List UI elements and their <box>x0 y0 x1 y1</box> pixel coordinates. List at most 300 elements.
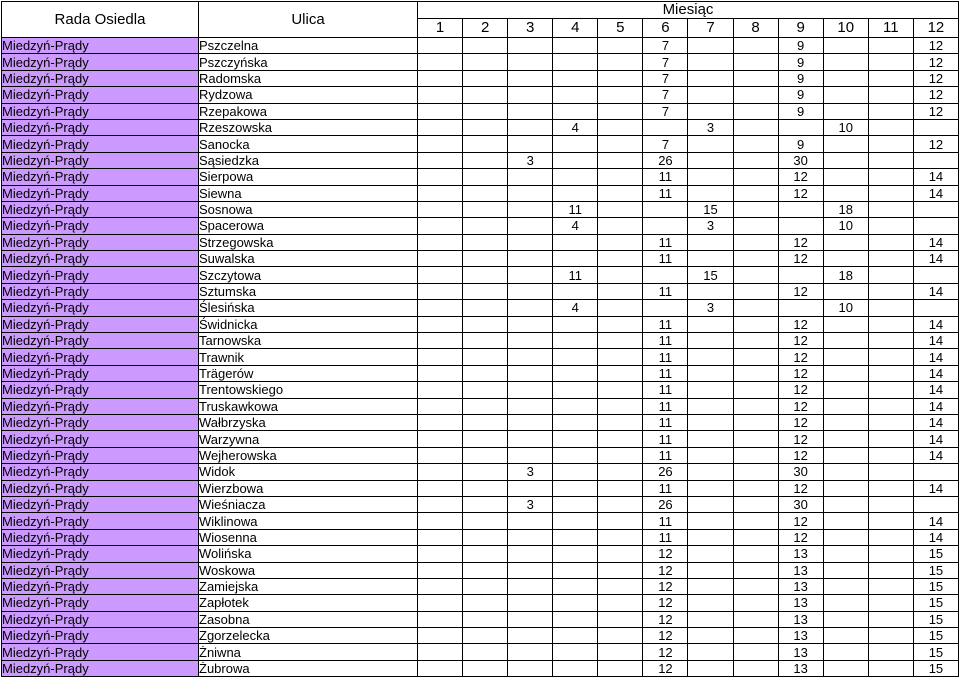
month-cell-6: 11 <box>643 251 688 267</box>
month-cell-2 <box>463 70 508 86</box>
month-cell-12: 12 <box>913 38 958 54</box>
month-cell-3 <box>508 414 553 430</box>
month-cell-2 <box>463 349 508 365</box>
month-cell-4 <box>553 431 598 447</box>
rada-cell: Miedzyń-Prądy <box>2 382 199 398</box>
month-cell-4 <box>553 595 598 611</box>
month-cell-1 <box>418 578 463 594</box>
month-cell-3 <box>508 251 553 267</box>
ulica-cell: Siewna <box>199 185 418 201</box>
month-cell-8 <box>733 201 778 217</box>
month-cell-4 <box>553 333 598 349</box>
month-cell-7 <box>688 185 733 201</box>
month-cell-2 <box>463 169 508 185</box>
month-cell-2 <box>463 578 508 594</box>
month-cell-7 <box>688 169 733 185</box>
month-cell-9: 13 <box>778 595 823 611</box>
month-cell-1 <box>418 480 463 496</box>
table-row <box>2 562 959 578</box>
month-cell-3 <box>508 529 553 545</box>
ulica-cell: Truskawkowa <box>199 398 418 414</box>
month-cell-7 <box>688 644 733 660</box>
month-cell-12 <box>913 119 958 135</box>
ulica-cell: Wałbrzyska <box>199 414 418 430</box>
month-header-7: 7 <box>688 19 733 38</box>
month-cell-11 <box>868 103 913 119</box>
month-header-1: 1 <box>418 19 463 38</box>
month-cell-2 <box>463 447 508 463</box>
month-cell-4 <box>553 169 598 185</box>
month-cell-12: 14 <box>913 234 958 250</box>
month-cell-8 <box>733 267 778 283</box>
month-cell-10: 10 <box>823 119 868 135</box>
month-cell-12: 14 <box>913 447 958 463</box>
month-cell-10 <box>823 496 868 512</box>
month-cell-2 <box>463 496 508 512</box>
month-cell-11 <box>868 496 913 512</box>
month-cell-10 <box>823 87 868 103</box>
month-cell-3 <box>508 87 553 103</box>
month-cell-10 <box>823 447 868 463</box>
table-row <box>2 119 959 135</box>
rada-cell: Miedzyń-Prądy <box>2 316 199 332</box>
month-cell-1 <box>418 628 463 644</box>
month-cell-8 <box>733 480 778 496</box>
rada-cell: Miedzyń-Prądy <box>2 152 199 168</box>
month-cell-2 <box>463 38 508 54</box>
month-cell-8 <box>733 349 778 365</box>
month-cell-1 <box>418 38 463 54</box>
month-cell-5 <box>598 464 643 480</box>
month-cell-2 <box>463 316 508 332</box>
month-cell-7 <box>688 414 733 430</box>
rada-cell: Miedzyń-Prądy <box>2 70 199 86</box>
rada-cell: Miedzyń-Prądy <box>2 480 199 496</box>
ulica-cell: Zgorzelecka <box>199 628 418 644</box>
month-cell-8 <box>733 595 778 611</box>
month-cell-2 <box>463 267 508 283</box>
ulica-cell: Tarnowska <box>199 333 418 349</box>
table-row <box>2 447 959 463</box>
month-cell-3 <box>508 644 553 660</box>
month-cell-5 <box>598 316 643 332</box>
month-cell-5 <box>598 119 643 135</box>
month-cell-10 <box>823 628 868 644</box>
month-cell-5 <box>598 480 643 496</box>
month-cell-9: 12 <box>778 169 823 185</box>
ulica-cell: Świdnicka <box>199 316 418 332</box>
month-cell-12: 14 <box>913 529 958 545</box>
month-cell-3 <box>508 201 553 217</box>
month-cell-6: 12 <box>643 595 688 611</box>
month-cell-6: 11 <box>643 316 688 332</box>
month-cell-10 <box>823 513 868 529</box>
month-cell-12: 12 <box>913 87 958 103</box>
month-cell-6: 26 <box>643 496 688 512</box>
month-cell-1 <box>418 103 463 119</box>
month-cell-12: 12 <box>913 54 958 70</box>
ulica-cell: Rzeszowska <box>199 119 418 135</box>
month-cell-11 <box>868 546 913 562</box>
month-cell-12: 14 <box>913 431 958 447</box>
month-cell-6: 7 <box>643 38 688 54</box>
month-cell-12: 14 <box>913 251 958 267</box>
table-row <box>2 496 959 512</box>
month-cell-11 <box>868 152 913 168</box>
ulica-cell: Sierpowa <box>199 169 418 185</box>
month-cell-5 <box>598 611 643 627</box>
month-cell-5 <box>598 628 643 644</box>
rada-cell: Miedzyń-Prądy <box>2 447 199 463</box>
month-cell-8 <box>733 562 778 578</box>
month-cell-4 <box>553 480 598 496</box>
month-cell-9: 30 <box>778 464 823 480</box>
month-cell-4: 4 <box>553 119 598 135</box>
table-row <box>2 365 959 381</box>
month-cell-2 <box>463 365 508 381</box>
month-cell-8 <box>733 333 778 349</box>
month-cell-12: 14 <box>913 398 958 414</box>
month-cell-6: 11 <box>643 414 688 430</box>
month-cell-5 <box>598 513 643 529</box>
month-cell-6: 11 <box>643 382 688 398</box>
ulica-cell: Trawnik <box>199 349 418 365</box>
month-cell-12: 15 <box>913 611 958 627</box>
month-cell-7 <box>688 529 733 545</box>
month-cell-5 <box>598 87 643 103</box>
month-cell-2 <box>463 628 508 644</box>
table-row <box>2 169 959 185</box>
month-cell-6: 7 <box>643 54 688 70</box>
month-cell-1 <box>418 431 463 447</box>
month-cell-1 <box>418 316 463 332</box>
month-cell-6: 7 <box>643 87 688 103</box>
month-cell-8 <box>733 119 778 135</box>
month-cell-7 <box>688 595 733 611</box>
month-cell-10 <box>823 398 868 414</box>
month-cell-5 <box>598 496 643 512</box>
month-cell-5 <box>598 398 643 414</box>
month-cell-10 <box>823 644 868 660</box>
month-cell-3 <box>508 169 553 185</box>
month-cell-1 <box>418 644 463 660</box>
month-cell-12 <box>913 152 958 168</box>
ulica-cell: Radomska <box>199 70 418 86</box>
month-cell-3 <box>508 431 553 447</box>
month-cell-1 <box>418 447 463 463</box>
month-cell-6 <box>643 267 688 283</box>
ulica-cell: Wieśniacza <box>199 496 418 512</box>
month-cell-9: 13 <box>778 611 823 627</box>
month-cell-7 <box>688 349 733 365</box>
rada-cell: Miedzyń-Prądy <box>2 660 199 676</box>
month-cell-1 <box>418 267 463 283</box>
month-cell-10: 18 <box>823 267 868 283</box>
month-cell-1 <box>418 660 463 676</box>
rada-cell: Miedzyń-Prądy <box>2 267 199 283</box>
month-cell-9: 12 <box>778 447 823 463</box>
month-cell-6: 26 <box>643 464 688 480</box>
month-cell-9: 13 <box>778 660 823 676</box>
month-cell-8 <box>733 283 778 299</box>
month-cell-12: 15 <box>913 595 958 611</box>
month-cell-4 <box>553 513 598 529</box>
month-cell-2 <box>463 333 508 349</box>
month-cell-6: 7 <box>643 103 688 119</box>
ulica-cell: Wiosenna <box>199 529 418 545</box>
rada-cell: Miedzyń-Prądy <box>2 644 199 660</box>
month-cell-3 <box>508 218 553 234</box>
month-cell-10 <box>823 464 868 480</box>
month-cell-9 <box>778 218 823 234</box>
month-cell-1 <box>418 185 463 201</box>
month-cell-10 <box>823 611 868 627</box>
table-row <box>2 300 959 316</box>
month-cell-11 <box>868 349 913 365</box>
month-cell-11 <box>868 316 913 332</box>
month-cell-5 <box>598 218 643 234</box>
table-row <box>2 316 959 332</box>
table-row <box>2 136 959 152</box>
month-cell-3: 3 <box>508 464 553 480</box>
rada-cell: Miedzyń-Prądy <box>2 234 199 250</box>
month-cell-8 <box>733 611 778 627</box>
month-cell-4 <box>553 185 598 201</box>
month-cell-6: 12 <box>643 628 688 644</box>
month-cell-8 <box>733 251 778 267</box>
month-cell-7 <box>688 283 733 299</box>
ulica-cell: Spacerowa <box>199 218 418 234</box>
month-cell-4 <box>553 529 598 545</box>
month-cell-2 <box>463 103 508 119</box>
month-cell-8 <box>733 169 778 185</box>
month-cell-2 <box>463 234 508 250</box>
month-cell-3 <box>508 267 553 283</box>
ulica-cell: Sanocka <box>199 136 418 152</box>
month-cell-6: 7 <box>643 70 688 86</box>
month-cell-12 <box>913 300 958 316</box>
rada-cell: Miedzyń-Prądy <box>2 38 199 54</box>
month-cell-5 <box>598 70 643 86</box>
month-cell-3 <box>508 136 553 152</box>
month-cell-9: 30 <box>778 152 823 168</box>
month-cell-1 <box>418 333 463 349</box>
month-cell-12: 14 <box>913 169 958 185</box>
ulica-cell: Trentowskiego <box>199 382 418 398</box>
month-cell-2 <box>463 529 508 545</box>
month-cell-5 <box>598 185 643 201</box>
table-row <box>2 54 959 70</box>
month-cell-6: 7 <box>643 136 688 152</box>
month-cell-2 <box>463 595 508 611</box>
month-cell-9 <box>778 300 823 316</box>
ulica-cell: Rzepakowa <box>199 103 418 119</box>
month-cell-11 <box>868 595 913 611</box>
month-cell-2 <box>463 546 508 562</box>
month-cell-9: 13 <box>778 578 823 594</box>
month-cell-12 <box>913 496 958 512</box>
month-cell-7 <box>688 398 733 414</box>
month-cell-10 <box>823 431 868 447</box>
month-cell-3 <box>508 54 553 70</box>
rada-cell: Miedzyń-Prądy <box>2 431 199 447</box>
month-cell-11 <box>868 529 913 545</box>
month-cell-10 <box>823 578 868 594</box>
month-cell-5 <box>598 660 643 676</box>
month-cell-6: 11 <box>643 185 688 201</box>
month-cell-11 <box>868 611 913 627</box>
month-cell-8 <box>733 136 778 152</box>
month-cell-4 <box>553 660 598 676</box>
month-cell-8 <box>733 529 778 545</box>
month-cell-2 <box>463 611 508 627</box>
month-cell-7: 3 <box>688 119 733 135</box>
month-cell-1 <box>418 283 463 299</box>
rada-cell: Miedzyń-Prądy <box>2 349 199 365</box>
table-row <box>2 349 959 365</box>
month-cell-11 <box>868 398 913 414</box>
month-cell-4 <box>553 464 598 480</box>
header-ulica: Ulica <box>199 2 418 38</box>
month-cell-10 <box>823 595 868 611</box>
month-cell-3 <box>508 398 553 414</box>
month-cell-9: 13 <box>778 628 823 644</box>
month-cell-8 <box>733 431 778 447</box>
month-cell-3: 3 <box>508 152 553 168</box>
month-cell-6: 12 <box>643 611 688 627</box>
month-cell-9: 9 <box>778 87 823 103</box>
ulica-cell: Warzywna <box>199 431 418 447</box>
ulica-cell: Pszczelna <box>199 38 418 54</box>
table-row <box>2 333 959 349</box>
month-cell-6 <box>643 119 688 135</box>
month-cell-1 <box>418 70 463 86</box>
month-cell-9: 12 <box>778 480 823 496</box>
month-cell-3 <box>508 628 553 644</box>
month-cell-10 <box>823 152 868 168</box>
month-header-2: 2 <box>463 19 508 38</box>
rada-cell: Miedzyń-Prądy <box>2 300 199 316</box>
month-cell-12 <box>913 201 958 217</box>
table-row <box>2 431 959 447</box>
month-cell-7 <box>688 546 733 562</box>
month-cell-12: 14 <box>913 316 958 332</box>
month-cell-11 <box>868 234 913 250</box>
month-cell-6: 12 <box>643 562 688 578</box>
ulica-cell: Wejherowska <box>199 447 418 463</box>
month-cell-4: 11 <box>553 267 598 283</box>
month-cell-5 <box>598 562 643 578</box>
ulica-cell: Widok <box>199 464 418 480</box>
month-cell-6: 11 <box>643 398 688 414</box>
month-cell-3 <box>508 578 553 594</box>
month-cell-12: 15 <box>913 644 958 660</box>
month-cell-4 <box>553 382 598 398</box>
month-cell-3 <box>508 316 553 332</box>
rada-cell: Miedzyń-Prądy <box>2 54 199 70</box>
month-cell-10 <box>823 103 868 119</box>
table-row <box>2 234 959 250</box>
month-cell-10 <box>823 382 868 398</box>
month-cell-4: 4 <box>553 300 598 316</box>
month-cell-12: 15 <box>913 660 958 676</box>
month-cell-11 <box>868 136 913 152</box>
month-cell-3 <box>508 447 553 463</box>
month-cell-2 <box>463 431 508 447</box>
month-cell-12: 14 <box>913 185 958 201</box>
month-cell-6 <box>643 300 688 316</box>
table-row <box>2 529 959 545</box>
month-cell-12: 14 <box>913 333 958 349</box>
month-cell-1 <box>418 201 463 217</box>
month-cell-11 <box>868 431 913 447</box>
month-cell-8 <box>733 300 778 316</box>
month-cell-2 <box>463 87 508 103</box>
month-cell-5 <box>598 169 643 185</box>
month-cell-1 <box>418 251 463 267</box>
month-cell-7 <box>688 251 733 267</box>
month-cell-9: 9 <box>778 70 823 86</box>
month-cell-7 <box>688 464 733 480</box>
month-cell-12: 15 <box>913 546 958 562</box>
table-row <box>2 464 959 480</box>
month-cell-5 <box>598 54 643 70</box>
month-cell-11 <box>868 119 913 135</box>
table-row <box>2 283 959 299</box>
month-cell-9: 12 <box>778 316 823 332</box>
month-cell-2 <box>463 54 508 70</box>
ulica-cell: Wiklinowa <box>199 513 418 529</box>
month-cell-5 <box>598 201 643 217</box>
month-cell-7 <box>688 103 733 119</box>
month-cell-9: 12 <box>778 382 823 398</box>
month-cell-8 <box>733 660 778 676</box>
rada-cell: Miedzyń-Prądy <box>2 251 199 267</box>
ulica-cell: Żubrowa <box>199 660 418 676</box>
month-cell-9 <box>778 201 823 217</box>
month-cell-2 <box>463 201 508 217</box>
month-cell-9: 12 <box>778 513 823 529</box>
month-cell-11 <box>868 300 913 316</box>
month-cell-4 <box>553 349 598 365</box>
month-cell-6: 11 <box>643 169 688 185</box>
month-cell-6 <box>643 218 688 234</box>
rada-cell: Miedzyń-Prądy <box>2 546 199 562</box>
month-cell-11 <box>868 480 913 496</box>
rada-cell: Miedzyń-Prądy <box>2 513 199 529</box>
month-cell-7 <box>688 333 733 349</box>
month-cell-8 <box>733 414 778 430</box>
ulica-cell: Pszczyńska <box>199 54 418 70</box>
month-cell-1 <box>418 136 463 152</box>
month-cell-4 <box>553 103 598 119</box>
month-cell-8 <box>733 382 778 398</box>
month-cell-1 <box>418 414 463 430</box>
month-cell-11 <box>868 333 913 349</box>
month-cell-4 <box>553 152 598 168</box>
month-cell-11 <box>868 447 913 463</box>
table-body <box>2 38 959 677</box>
month-cell-6: 11 <box>643 431 688 447</box>
table-row <box>2 185 959 201</box>
table-row <box>2 480 959 496</box>
month-cell-5 <box>598 365 643 381</box>
rada-cell: Miedzyń-Prądy <box>2 628 199 644</box>
month-cell-5 <box>598 251 643 267</box>
month-cell-6: 11 <box>643 447 688 463</box>
rada-cell: Miedzyń-Prądy <box>2 136 199 152</box>
month-cell-6: 11 <box>643 529 688 545</box>
